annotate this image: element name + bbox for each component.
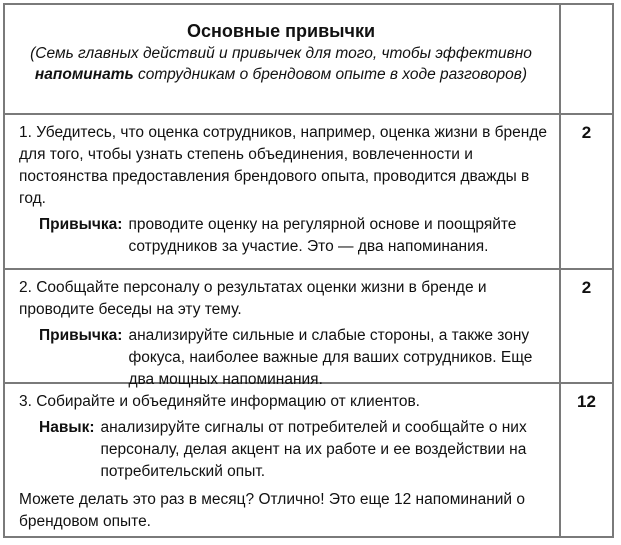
row-2-text: 2. Сообщайте персоналу о результатах оценки жизни в бренде и проводите беседы на эту тему. [19, 279, 487, 318]
row-3-text: 3. Собирайте и объединяйте информацию от клиентов. [19, 393, 420, 410]
table-subtitle: (Семь главных действий и привычек для того, чтобы эффективно напоминать сотрудникам о брендовом опыте в ходе разговоров) [30, 45, 532, 83]
habit-row-3 [19, 391, 549, 533]
row-2-detail: анализируйте сильные и слабые стороны, а также зону фокуса, наиболее важные для ваших сотрудников. Еще два мощных напоминания. [128, 327, 533, 388]
row-1-count: 2 [581, 123, 592, 142]
row-2-count: 2 [581, 278, 592, 297]
row-2-label: Привычка: [39, 327, 123, 344]
habit-row-2 [19, 277, 549, 391]
table-title: Основные привычки [186, 21, 376, 41]
row-3-detail: анализируйте сигналы от потребителей и сообщайте о них персоналу, делая акцент на их работе и ее воздействии на потребительский опыт. [100, 419, 527, 480]
row-3-note: Можете делать это раз в месяц? Отлично! Это еще 12 напоминаний о брендовом опыте. [19, 491, 526, 530]
habits-table [3, 3, 614, 538]
habit-row-1 [19, 122, 549, 258]
row-divider [5, 113, 612, 115]
row-divider [5, 268, 612, 270]
row-3-label: Навык: [39, 419, 95, 436]
row-1-text: 1. Убедитесь, что оценка сотрудников, например, оценка жизни в бренде для того, чтобы узнать степень объединения, вовлеченности и постоянства предоставления брендового опыта, проводится дважды в год. [19, 124, 548, 207]
row-1-habit [19, 214, 549, 258]
table-header [5, 19, 557, 85]
row-1-detail: проводите оценку на регулярной основе и поощряйте сотрудников за участие. Это — два напоминания. [128, 216, 517, 255]
row-3-habit [19, 417, 549, 483]
row-2-habit [19, 325, 549, 391]
row-3-count: 12 [577, 392, 596, 411]
column-divider [559, 5, 561, 536]
row-1-label: Привычка: [39, 216, 123, 233]
